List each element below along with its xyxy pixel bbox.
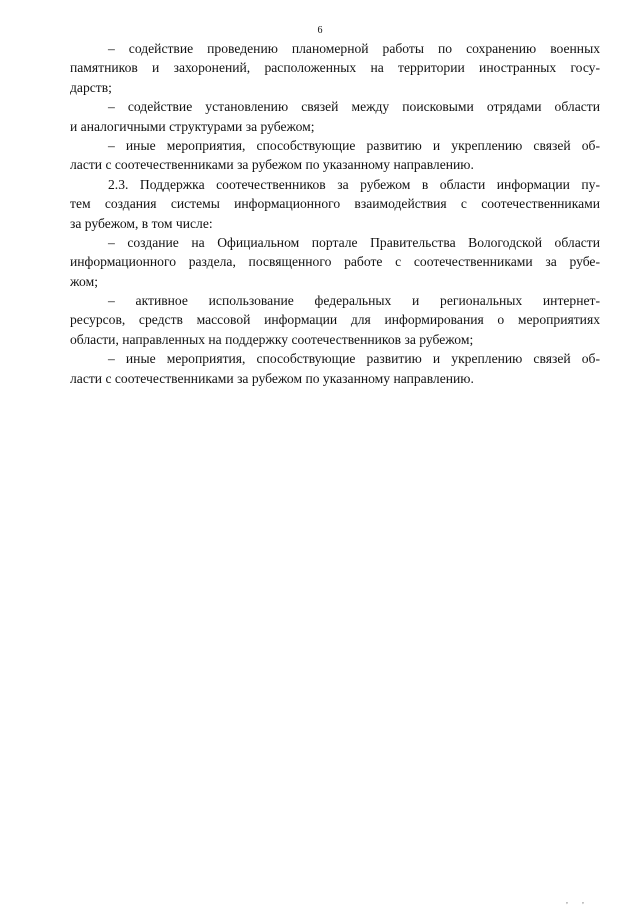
text-line: ресурсов, средств массовой информации для информирования о мероприятиях xyxy=(70,312,600,328)
text-line: жом; xyxy=(70,273,98,289)
text-line: 2.3. Поддержка соотечественников за рубежом в области информации пу- xyxy=(108,176,600,192)
text-line: дарств; xyxy=(70,79,112,95)
corner-marks: , , xyxy=(566,896,590,905)
text-line: ласти с соотечественниками за рубежом по указанному направлению. xyxy=(70,370,474,386)
text-line: за рубежом, в том числе: xyxy=(70,215,213,231)
text-line: – содействие проведению планомерной работы по сохранению военных xyxy=(108,41,600,56)
text-line: – создание на Официальном портале Правительства Вологодской области xyxy=(108,234,600,250)
text-line: информационного раздела, посвященного работе с соотечественниками за рубе- xyxy=(70,254,600,270)
text-line: – активное использование федеральных и региональных интернет- xyxy=(108,293,600,309)
text-line: ласти с соотечественниками за рубежом по указанному направлению. xyxy=(70,157,474,173)
text-line: – содействие установлению связей между поисковыми отрядами области xyxy=(108,99,600,115)
text-line: памятников и захоронений, расположенных на территории иностранных госу- xyxy=(70,60,600,76)
text-line: области, направленных на поддержку соотечественников за рубежом; xyxy=(70,331,474,347)
text-line: тем создания системы информационного взаимодействия с соотечественниками xyxy=(70,196,600,212)
text-line: и аналогичными структурами за рубежом; xyxy=(70,118,315,134)
text-line: – иные мероприятия, способствующие развитию и укреплению связей об- xyxy=(108,351,600,367)
document-body-text xyxy=(70,39,600,388)
text-line: – иные мероприятия, способствующие развитию и укреплению связей об- xyxy=(108,137,600,153)
page-number: 6 xyxy=(317,25,323,36)
